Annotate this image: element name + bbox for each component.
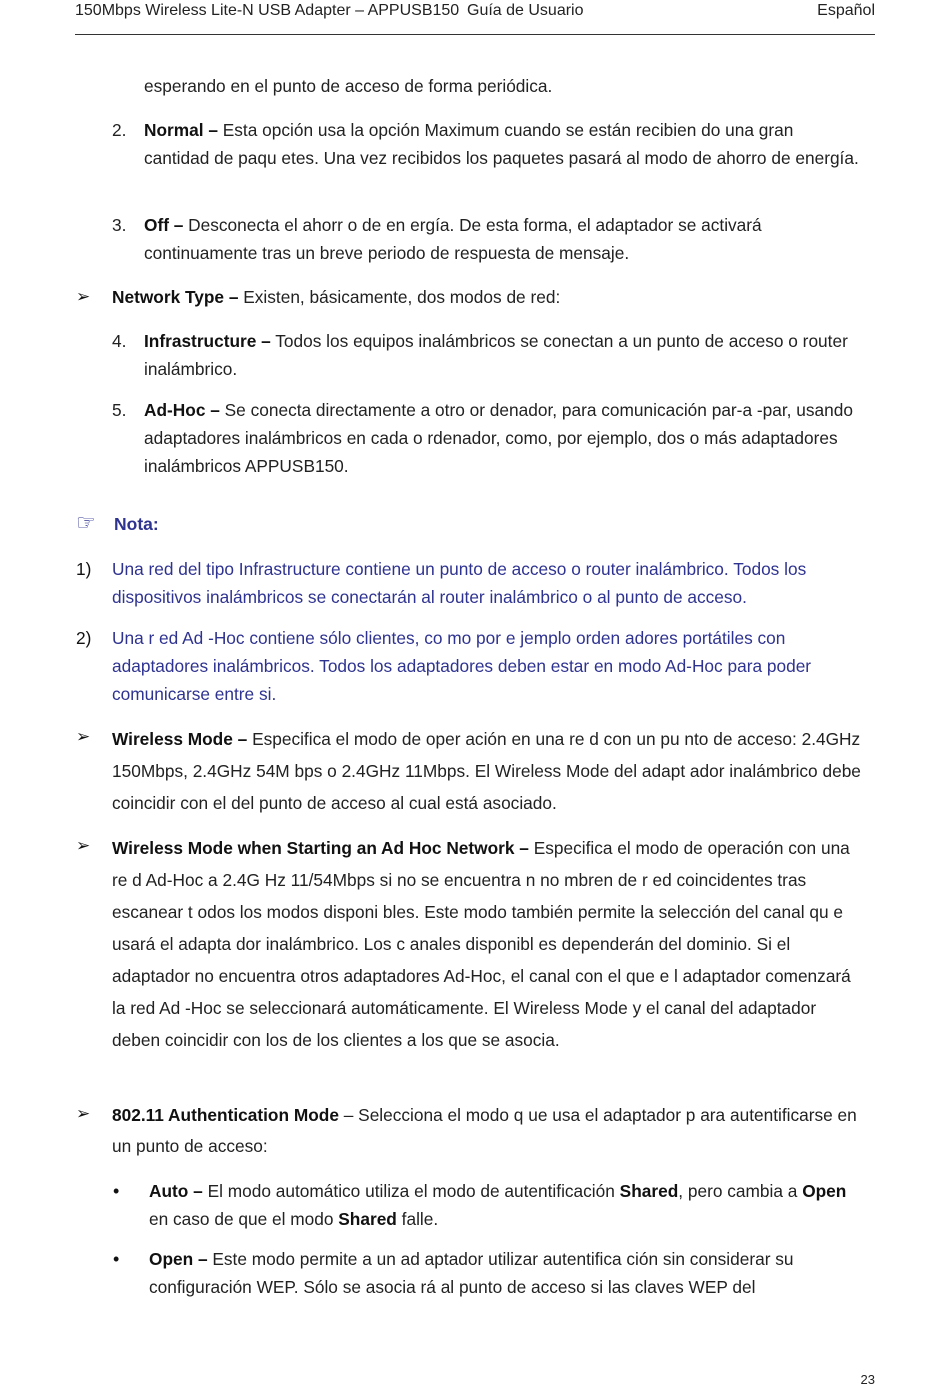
- auth-mode-section: [112, 1100, 862, 1162]
- term: Wireless Mode –: [112, 729, 248, 749]
- power-item-off: [144, 211, 860, 267]
- term: Infrastructure –: [144, 331, 271, 351]
- text-part: en caso de que el modo: [149, 1209, 339, 1229]
- list-number: 2.: [112, 120, 127, 140]
- description: Existen, básicamente, dos modos de red:: [238, 287, 561, 307]
- text-part: , pero cambia a: [678, 1181, 803, 1201]
- term: Open –: [149, 1249, 208, 1269]
- term: Normal –: [144, 120, 218, 140]
- wireless-mode-section: [112, 723, 862, 819]
- power-item-normal: [144, 116, 860, 172]
- description: Especifica el modo de operación con una re d Ad-Hoc a 2.4G Hz 11/54Mbps si no se encuentra n no mbren de r ed coincidentes tras escanear t odos los modos disponi bles. Este modo también permite la selección del canal qu e usará el adapta dor inalámbrico. Los c anales disponibl es dependerán del dominio. Si el adaptador no encuentra otros adaptadores Ad-Hoc, el canal con el que e l adaptador comenzará la red Ad -Hoc se seleccionará automáticamente. El Wireless Mode y el canal del adaptador deben coincidir con los de los clientes a los que se asocia.: [112, 838, 851, 1050]
- header-guide-title: Guía de Usuario: [467, 2, 584, 19]
- bullet-dot-icon: •: [113, 1181, 120, 1201]
- description: Todos los equipos inalámbricos se conectan a un punto de acceso o router inalámbrico.: [144, 331, 848, 379]
- list-number: 3.: [112, 215, 127, 235]
- note-number: 1): [76, 559, 92, 579]
- term: 802.11 Authentication Mode: [112, 1105, 339, 1125]
- description: Esta opción usa la opción Maximum cuando se están recibien do una gran cantidad de paqu etes. Una vez recibidos los paquetes pasará al modo de ahorro de energía.: [144, 120, 859, 168]
- bullet-dot-icon: •: [113, 1249, 120, 1269]
- note-item-2: Una r ed Ad -Hoc contiene sólo clientes, co mo por e jemplo orden adores portátiles con adaptadores inalámbricos. Todos los adaptadores deben estar en modo Ad-Hoc para poder comunicarse entre si.: [112, 628, 812, 704]
- text-part: Este modo permite a un ad aptador utilizar autentifica ción sin considerar su configuración WEP. Sólo se asocia rá al punto de acceso si las claves WEP del: [149, 1249, 794, 1297]
- description: Especifica el modo de oper ación en una re d con un pu nto de acceso: 2.4GHz 150Mbps, 2.4GHz 54M bps o 2.4GHz 11Mbps. El Wireless Mode del adapt ador inalámbrico debe coincidir con el del punto de acceso al cual está asociado.: [112, 729, 861, 813]
- adhoc-mode-section: [112, 832, 862, 1056]
- page-header: [75, 0, 875, 35]
- header-language: Español: [817, 2, 875, 19]
- text-part: El modo automático utiliza el modo de autentificación: [202, 1181, 620, 1201]
- arrow-bullet-icon: ➢: [76, 727, 91, 746]
- bold-part: Open: [802, 1181, 847, 1201]
- bold-part: Shared: [338, 1209, 397, 1229]
- arrow-bullet-icon: ➢: [76, 287, 91, 306]
- term: Auto –: [149, 1181, 203, 1201]
- auth-bullet-auto: [149, 1177, 861, 1233]
- text-part: falle.: [396, 1209, 439, 1229]
- intro-line: esperando en el punto de acceso de forma periódica.: [144, 76, 553, 96]
- bold-part: Shared: [619, 1181, 679, 1201]
- note-item-1: Una red del tipo Infrastructure contiene un punto de acceso o router inalámbrico. Todos los dispositivos inalámbricos se conectarán al router inalámbrico o al punto de acceso.: [112, 559, 807, 607]
- term: Network Type –: [112, 287, 239, 307]
- description: – Selecciona el modo q ue usa el adaptador p ara autentificarse en un punto de acceso:: [112, 1105, 857, 1156]
- note-number: 2): [76, 628, 92, 648]
- term: Ad-Hoc –: [144, 400, 220, 420]
- arrow-bullet-icon: ➢: [76, 1104, 91, 1123]
- auth-bullet-open: [149, 1245, 861, 1301]
- note-title: Nota:: [114, 514, 159, 534]
- list-number: 4.: [112, 331, 127, 351]
- list-number: 5.: [112, 400, 127, 420]
- description: Se conecta directamente a otro or denador, para comunicación par-a -par, usando adaptadores inalámbricos en cada o rdenador, como, por ejemplo, dos o más adaptadores inalámbricos APPUSB150.: [144, 400, 853, 476]
- network-type-heading: [112, 283, 862, 311]
- header-product-title: 150Mbps Wireless Lite-N USB Adapter – APPUSB150: [75, 2, 460, 19]
- network-item-adhoc: [144, 396, 860, 480]
- term: Wireless Mode when Starting an Ad Hoc Network –: [112, 838, 529, 858]
- term: Off –: [144, 215, 184, 235]
- arrow-bullet-icon: ➢: [76, 836, 91, 855]
- description: Desconecta el ahorr o de en ergía. De esta forma, el adaptador se activará continuamente tras un breve periodo de respuesta de mensaje.: [144, 215, 762, 263]
- network-item-infrastructure: [144, 327, 860, 383]
- page-number: 23: [860, 1372, 875, 1387]
- note-hand-icon: ☞: [76, 510, 96, 535]
